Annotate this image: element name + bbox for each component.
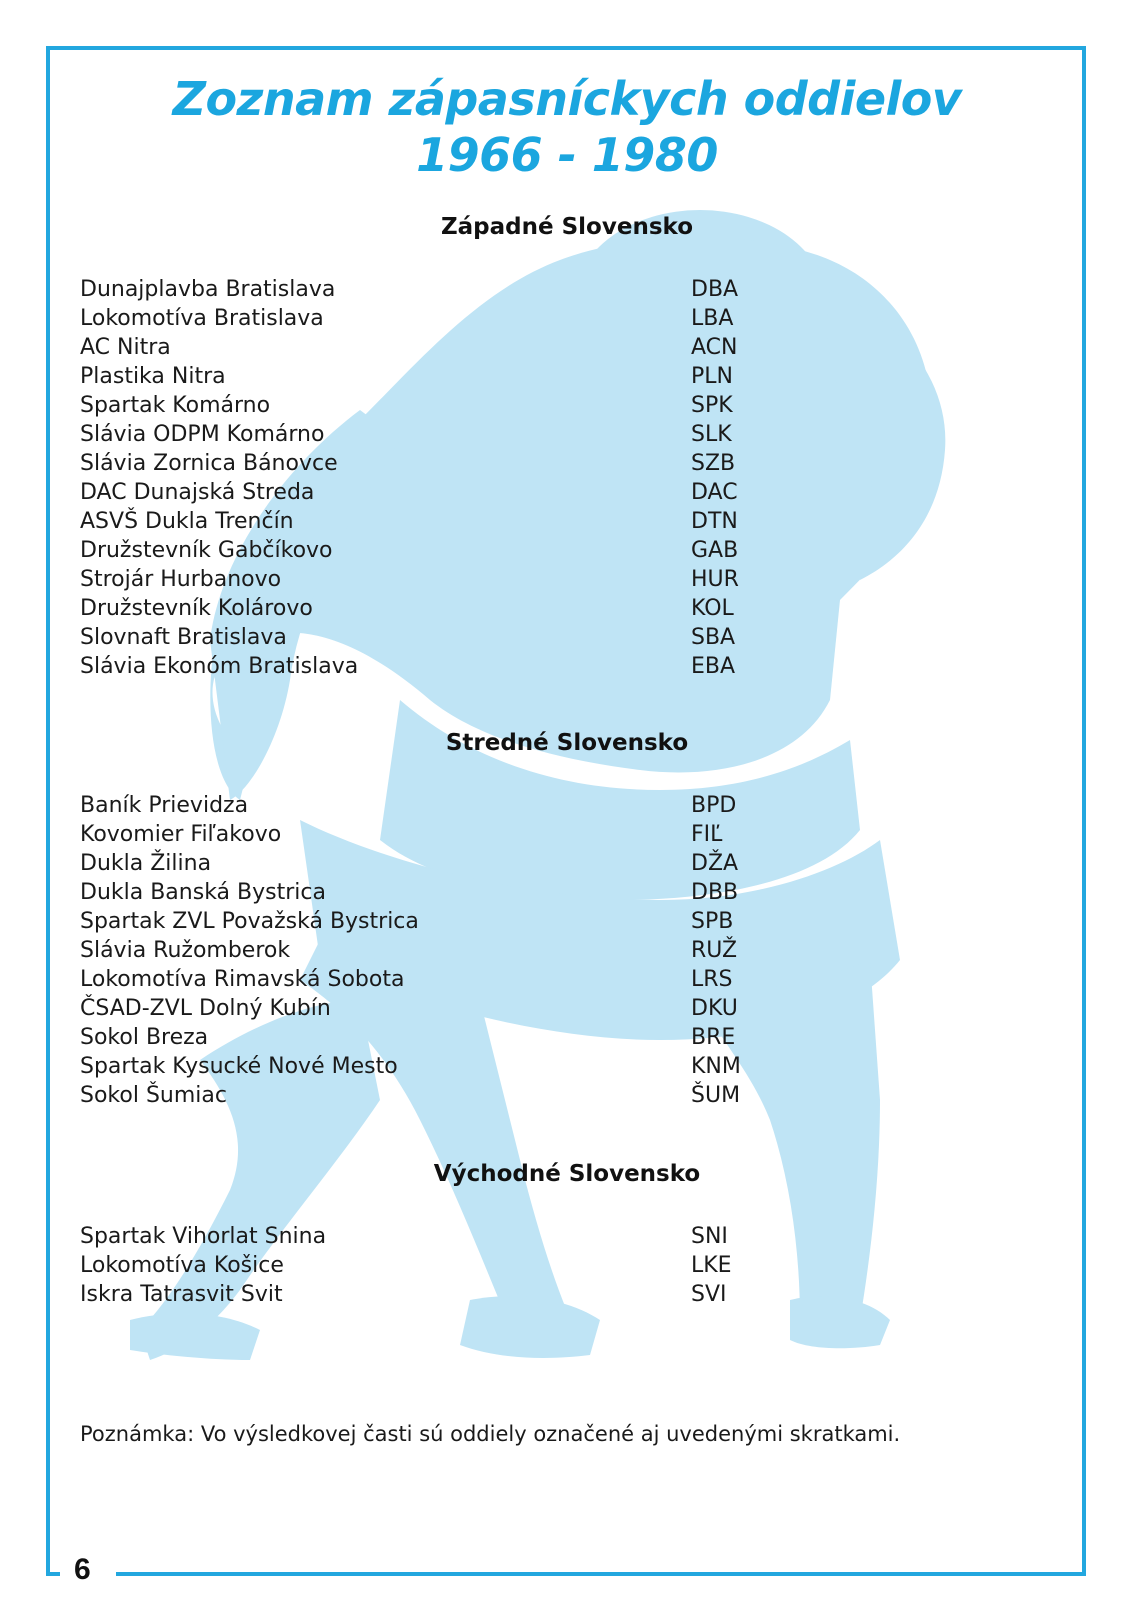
list-item <box>0 393 1134 422</box>
page-number: 6 <box>74 1553 91 1586</box>
club-code: SZB <box>691 451 736 476</box>
club-name: Spartak Vihorlat Snina <box>80 1224 327 1249</box>
club-code: DTN <box>691 509 738 534</box>
club-name: Sokol Breza <box>80 1025 209 1050</box>
list-item <box>0 822 1134 851</box>
page-title-years: 1966 - 1980 <box>416 128 718 182</box>
club-name: Družstevník Kolárovo <box>80 596 313 621</box>
club-code: DAC <box>691 480 738 505</box>
list-item <box>0 1025 1134 1054</box>
list-item <box>0 277 1134 306</box>
club-name: Plastika Nitra <box>80 364 226 389</box>
club-code: SVI <box>691 1282 727 1307</box>
club-name: ČSAD-ZVL Dolný Kubín <box>80 996 331 1021</box>
club-code: LBA <box>691 306 734 331</box>
list-item <box>0 938 1134 967</box>
list-item <box>0 451 1134 480</box>
section-heading-east: Východné Slovensko <box>433 1161 701 1187</box>
list-item <box>0 422 1134 451</box>
list-item <box>0 996 1134 1025</box>
list-item <box>0 625 1134 654</box>
club-code: GAB <box>691 538 739 563</box>
club-code: SBA <box>691 625 736 650</box>
list-item <box>0 880 1134 909</box>
list-item <box>0 567 1134 596</box>
club-code: HUR <box>691 567 739 592</box>
club-name: Slávia Ekonóm Bratislava <box>80 654 359 679</box>
list-item <box>0 538 1134 567</box>
club-name: Dunajplavba Bratislava <box>80 277 336 302</box>
club-code: RUŽ <box>691 938 738 963</box>
club-code: DŽA <box>691 851 739 876</box>
club-list-central <box>0 793 1134 1112</box>
list-item <box>0 1282 1134 1311</box>
club-code: BPD <box>691 793 737 818</box>
club-name: Slávia Zornica Bánovce <box>80 451 338 476</box>
club-list-east <box>0 1224 1134 1311</box>
footnote: Poznámka: Vo výsledkovej časti sú oddiely označené aj uvedenými skratkami. <box>80 1422 901 1446</box>
club-code: LKE <box>691 1253 732 1278</box>
page-title: Zoznam zápasníckych oddielov <box>172 72 962 126</box>
list-item <box>0 306 1134 335</box>
club-code: SLK <box>691 422 732 447</box>
club-name: Baník Prievidza <box>80 793 249 818</box>
club-name: Spartak Komárno <box>80 393 271 418</box>
list-item <box>0 1224 1134 1253</box>
club-name: Lokomotíva Bratislava <box>80 306 324 331</box>
section-heading-central: Stredné Slovensko <box>445 730 689 756</box>
club-code: SPB <box>691 909 734 934</box>
club-code: ACN <box>691 335 738 360</box>
club-code: SPK <box>691 393 733 418</box>
club-name: Kovomier Fiľakovo <box>80 822 282 847</box>
list-item <box>0 793 1134 822</box>
club-code: PLN <box>691 364 733 389</box>
club-code: LRS <box>691 967 733 992</box>
club-code: DBB <box>691 880 739 905</box>
club-name: Iskra Tatrasvit Svit <box>80 1282 283 1307</box>
list-item <box>0 1083 1134 1112</box>
club-name: Spartak Kysucké Nové Mesto <box>80 1054 398 1079</box>
club-code: KOL <box>691 596 734 621</box>
list-item <box>0 480 1134 509</box>
club-list-west <box>0 277 1134 683</box>
club-name: DAC Dunajská Streda <box>80 480 315 505</box>
list-item <box>0 364 1134 393</box>
club-name: ASVŠ Dukla Trenčín <box>80 509 294 534</box>
club-name: Sokol Šumiac <box>80 1083 227 1108</box>
club-name: Lokomotíva Rimavská Sobota <box>80 967 405 992</box>
club-name: Dukla Žilina <box>80 851 212 876</box>
club-code: ŠUM <box>691 1083 741 1108</box>
club-code: EBA <box>691 654 736 679</box>
list-item <box>0 967 1134 996</box>
list-item <box>0 1253 1134 1282</box>
club-name: Dukla Banská Bystrica <box>80 880 326 905</box>
club-code: DKU <box>691 996 738 1021</box>
list-item <box>0 1054 1134 1083</box>
club-name: Strojár Hurbanovo <box>80 567 282 592</box>
club-name: Slávia Ružomberok <box>80 938 291 963</box>
section-heading-west: Západné Slovensko <box>440 214 693 240</box>
club-name: Družstevník Gabčíkovo <box>80 538 333 563</box>
club-code: FIĽ <box>691 822 723 847</box>
club-code: KNM <box>691 1054 741 1079</box>
list-item <box>0 909 1134 938</box>
club-name: Slávia ODPM Komárno <box>80 422 325 447</box>
list-item <box>0 509 1134 538</box>
club-code: DBA <box>691 277 739 302</box>
club-code: SNI <box>691 1224 728 1249</box>
club-name: Lokomotíva Košice <box>80 1253 284 1278</box>
list-item <box>0 654 1134 683</box>
list-item <box>0 596 1134 625</box>
list-item <box>0 335 1134 364</box>
club-code: BRE <box>691 1025 736 1050</box>
club-name: Slovnaft Bratislava <box>80 625 287 650</box>
club-name: AC Nitra <box>80 335 171 360</box>
list-item <box>0 851 1134 880</box>
club-name: Spartak ZVL Považská Bystrica <box>80 909 419 934</box>
